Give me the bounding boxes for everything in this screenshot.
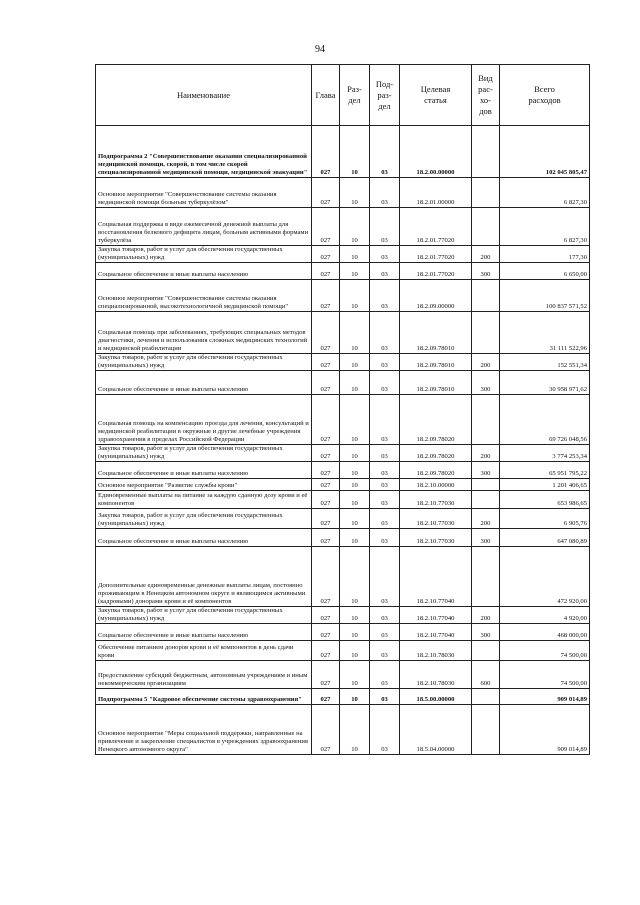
row-glava-cell: 027 <box>312 661 340 689</box>
row-podrazdel-cell: 03 <box>370 509 400 529</box>
row-target-cell: 18.2.09.78010 <box>400 312 472 354</box>
row-kind-cell: 200 <box>472 246 500 263</box>
row-podrazdel-cell: 03 <box>370 354 400 371</box>
table-row <box>96 178 590 208</box>
row-glava-cell: 027 <box>312 641 340 661</box>
row-name-cell: Социальное обеспечение и иные выплаты населению <box>96 371 312 395</box>
row-glava-cell: 027 <box>312 689 340 705</box>
row-glava-cell: 027 <box>312 547 340 607</box>
row-razdel-cell: 10 <box>340 547 370 607</box>
table-row <box>96 547 590 607</box>
row-total-cell: 647 080,89 <box>500 529 590 547</box>
row-glava-cell: 027 <box>312 395 340 445</box>
row-name-cell: Закупка товаров, работ и услуг для обеспечения государственных (муниципальных) нужд <box>96 509 312 529</box>
table-row <box>96 126 590 178</box>
row-name-cell: Обеспечение питанием доноров крови и её компонентов в день сдачи крови <box>96 641 312 661</box>
table-row <box>96 462 590 479</box>
row-name-cell: Основное мероприятие "Совершенствование системы оказания медицинской помощи больным туберкулёзом" <box>96 178 312 208</box>
row-total-cell: 65 951 795,22 <box>500 462 590 479</box>
table-row <box>96 479 590 491</box>
table-row <box>96 607 590 624</box>
header-podrazdel: Под- раз- дел <box>370 65 400 126</box>
row-total-cell: 177,30 <box>500 246 590 263</box>
table-row <box>96 509 590 529</box>
row-target-cell: 18.2.09.78010 <box>400 371 472 395</box>
table-row <box>96 491 590 509</box>
table-row <box>96 312 590 354</box>
budget-table <box>95 64 590 755</box>
row-podrazdel-cell: 03 <box>370 641 400 661</box>
row-kind-cell <box>472 280 500 312</box>
row-glava-cell: 027 <box>312 509 340 529</box>
row-total-cell: 74 500,00 <box>500 641 590 661</box>
header-razdel: Раз- дел <box>340 65 370 126</box>
row-total-cell: 152 551,34 <box>500 354 590 371</box>
row-kind-cell <box>472 547 500 607</box>
row-name-cell: Единовременные выплаты на питание за каждую сданную дозу крови и её компонентов <box>96 491 312 509</box>
table-row <box>96 395 590 445</box>
row-glava-cell: 027 <box>312 445 340 462</box>
row-kind-cell <box>472 208 500 246</box>
row-podrazdel-cell: 03 <box>370 529 400 547</box>
row-glava-cell: 027 <box>312 529 340 547</box>
row-glava-cell: 027 <box>312 371 340 395</box>
row-total-cell: 909 014,89 <box>500 705 590 755</box>
row-kind-cell <box>472 395 500 445</box>
row-target-cell: 18.2.10.77030 <box>400 509 472 529</box>
row-razdel-cell: 10 <box>340 395 370 445</box>
row-kind-cell: 300 <box>472 371 500 395</box>
row-target-cell: 18.2.01.77020 <box>400 208 472 246</box>
row-podrazdel-cell: 03 <box>370 263 400 280</box>
row-total-cell: 6 827,30 <box>500 208 590 246</box>
row-podrazdel-cell: 03 <box>370 280 400 312</box>
row-razdel-cell: 10 <box>340 371 370 395</box>
row-glava-cell: 027 <box>312 312 340 354</box>
row-glava-cell: 027 <box>312 607 340 624</box>
row-razdel-cell: 10 <box>340 445 370 462</box>
row-target-cell: 18.2.10.77040 <box>400 607 472 624</box>
row-total-cell: 653 986,65 <box>500 491 590 509</box>
row-razdel-cell: 10 <box>340 509 370 529</box>
table-header-row <box>96 65 590 126</box>
row-kind-cell <box>472 705 500 755</box>
table-body <box>96 126 590 755</box>
row-podrazdel-cell: 03 <box>370 547 400 607</box>
row-kind-cell: 300 <box>472 529 500 547</box>
row-total-cell: 30 958 971,62 <box>500 371 590 395</box>
row-podrazdel-cell: 03 <box>370 607 400 624</box>
table-row <box>96 705 590 755</box>
row-total-cell: 102 045 805,47 <box>500 126 590 178</box>
row-name-cell: Социальная поддержка в виде ежемесячной денежной выплаты для восстановления белкового дефицита лицам, больным активными формами туберкулёза <box>96 208 312 246</box>
row-podrazdel-cell: 03 <box>370 445 400 462</box>
table-row <box>96 263 590 280</box>
row-name-cell: Закупка товаров, работ и услуг для обеспечения государственных (муниципальных) нужд <box>96 246 312 263</box>
row-target-cell: 18.2.10.77030 <box>400 491 472 509</box>
row-glava-cell: 027 <box>312 491 340 509</box>
row-total-cell: 31 111 522,96 <box>500 312 590 354</box>
row-podrazdel-cell: 03 <box>370 208 400 246</box>
table-row <box>96 689 590 705</box>
row-podrazdel-cell: 03 <box>370 178 400 208</box>
row-total-cell: 74 500,00 <box>500 661 590 689</box>
table-row <box>96 624 590 641</box>
row-podrazdel-cell: 03 <box>370 312 400 354</box>
row-podrazdel-cell: 03 <box>370 661 400 689</box>
row-name-cell: Основное мероприятие "Меры социальной поддержки, направленные на привлечение и закрепление специалистов в учреждениях здравоохранения Ненецкого автономного округа" <box>96 705 312 755</box>
row-name-cell: Социальная помощь на компенсацию проезда для лечения, консультаций и медицинской реабилитации в окружные и другие лечебные учреждения здравоохранения в пределах Российской Федерации <box>96 395 312 445</box>
row-razdel-cell: 10 <box>340 280 370 312</box>
row-name-cell: Основное мероприятие "Развитие службы крови" <box>96 479 312 491</box>
row-name-cell: Закупка товаров, работ и услуг для обеспечения государственных (муниципальных) нужд <box>96 354 312 371</box>
row-name-cell: Дополнительные единовременные денежные выплаты лицам, постоянно проживающим в Ненецком автономном округе и являющимся активными (кадровыми) донорами крови и её компонентов <box>96 547 312 607</box>
row-podrazdel-cell: 03 <box>370 705 400 755</box>
row-target-cell: 18.2.09.78020 <box>400 395 472 445</box>
row-podrazdel-cell: 03 <box>370 462 400 479</box>
row-glava-cell: 027 <box>312 263 340 280</box>
row-kind-cell: 200 <box>472 509 500 529</box>
row-total-cell: 909 014,89 <box>500 689 590 705</box>
row-podrazdel-cell: 03 <box>370 479 400 491</box>
row-razdel-cell: 10 <box>340 462 370 479</box>
header-target: Целевая статья <box>400 65 472 126</box>
row-target-cell: 18.2.09.78010 <box>400 354 472 371</box>
row-kind-cell <box>472 178 500 208</box>
row-target-cell: 18.5.00.00000 <box>400 689 472 705</box>
row-name-cell: Закупка товаров, работ и услуг для обеспечения государственных (муниципальных) нужд <box>96 445 312 462</box>
row-target-cell: 18.2.10.77030 <box>400 529 472 547</box>
row-target-cell: 18.2.09.78020 <box>400 445 472 462</box>
row-total-cell: 472 920,00 <box>500 547 590 607</box>
row-razdel-cell: 10 <box>340 491 370 509</box>
table-row <box>96 445 590 462</box>
row-target-cell: 18.2.01.77020 <box>400 263 472 280</box>
row-target-cell: 18.2.10.78030 <box>400 661 472 689</box>
page-number: 94 <box>315 44 325 55</box>
row-podrazdel-cell: 03 <box>370 491 400 509</box>
row-total-cell: 6 905,76 <box>500 509 590 529</box>
row-razdel-cell: 10 <box>340 354 370 371</box>
table-row <box>96 661 590 689</box>
row-name-cell: Социальное обеспечение и иные выплаты населению <box>96 462 312 479</box>
row-name-cell: Социальное обеспечение и иные выплаты населению <box>96 624 312 641</box>
table-row <box>96 529 590 547</box>
row-glava-cell: 027 <box>312 624 340 641</box>
row-razdel-cell: 10 <box>340 624 370 641</box>
row-kind-cell <box>472 689 500 705</box>
row-kind-cell: 200 <box>472 354 500 371</box>
row-razdel-cell: 10 <box>340 312 370 354</box>
row-name-cell: Закупка товаров, работ и услуг для обеспечения государственных (муниципальных) нужд <box>96 607 312 624</box>
row-target-cell: 18.2.10.78030 <box>400 641 472 661</box>
row-name-cell: Социальное обеспечение и иные выплаты населению <box>96 529 312 547</box>
row-glava-cell: 027 <box>312 246 340 263</box>
row-kind-cell: 300 <box>472 624 500 641</box>
row-razdel-cell: 10 <box>340 208 370 246</box>
row-kind-cell: 300 <box>472 462 500 479</box>
table-row <box>96 280 590 312</box>
row-target-cell: 18.2.09.78020 <box>400 462 472 479</box>
row-razdel-cell: 10 <box>340 661 370 689</box>
row-total-cell: 69 726 048,56 <box>500 395 590 445</box>
row-name-cell: Подпрограмма 2 "Совершенствование оказания специализированной медицинской помощи, скорой, в том числе скорой специализированной медицинской помощи, медицинской эвакуации" <box>96 126 312 178</box>
row-kind-cell <box>472 126 500 178</box>
row-total-cell: 100 837 571,52 <box>500 280 590 312</box>
row-glava-cell: 027 <box>312 178 340 208</box>
row-name-cell: Социальное обеспечение и иные выплаты населению <box>96 263 312 280</box>
row-kind-cell <box>472 491 500 509</box>
row-glava-cell: 027 <box>312 280 340 312</box>
row-name-cell: Предоставление субсидий бюджетным, автономным учреждениям и иным некоммерческим организациям <box>96 661 312 689</box>
row-total-cell: 3 774 253,34 <box>500 445 590 462</box>
row-target-cell: 18.2.09.00000 <box>400 280 472 312</box>
row-razdel-cell: 10 <box>340 607 370 624</box>
row-podrazdel-cell: 03 <box>370 126 400 178</box>
table-row <box>96 246 590 263</box>
row-glava-cell: 027 <box>312 705 340 755</box>
row-kind-cell: 200 <box>472 607 500 624</box>
row-razdel-cell: 10 <box>340 263 370 280</box>
row-podrazdel-cell: 03 <box>370 371 400 395</box>
row-name-cell: Подпрограмма 5 "Кадровое обеспечение системы здравоохранения" <box>96 689 312 705</box>
row-podrazdel-cell: 03 <box>370 624 400 641</box>
row-total-cell: 1 201 406,65 <box>500 479 590 491</box>
row-glava-cell: 027 <box>312 208 340 246</box>
row-razdel-cell: 10 <box>340 246 370 263</box>
row-target-cell: 18.2.01.77020 <box>400 246 472 263</box>
row-kind-cell <box>472 641 500 661</box>
row-total-cell: 468 000,00 <box>500 624 590 641</box>
row-razdel-cell: 10 <box>340 705 370 755</box>
row-total-cell: 6 827,30 <box>500 178 590 208</box>
row-podrazdel-cell: 03 <box>370 395 400 445</box>
table-row <box>96 354 590 371</box>
row-glava-cell: 027 <box>312 462 340 479</box>
row-name-cell: Социальная помощь при заболеваниях, требующих специальных методов диагностики, лечения и использования сложных медицинских технологий и медицинской реабилитации <box>96 312 312 354</box>
row-glava-cell: 027 <box>312 479 340 491</box>
table-row <box>96 641 590 661</box>
table-row <box>96 371 590 395</box>
row-glava-cell: 027 <box>312 354 340 371</box>
row-target-cell: 18.2.10.00000 <box>400 479 472 491</box>
row-target-cell: 18.2.00.00000 <box>400 126 472 178</box>
table-row <box>96 208 590 246</box>
row-kind-cell: 200 <box>472 445 500 462</box>
row-name-cell: Основное мероприятие "Совершенствование системы оказания специализированной, высокотехнологичной медицинской помощи" <box>96 280 312 312</box>
row-razdel-cell: 10 <box>340 178 370 208</box>
header-glava: Глава <box>312 65 340 126</box>
row-total-cell: 4 920,00 <box>500 607 590 624</box>
row-podrazdel-cell: 03 <box>370 689 400 705</box>
row-razdel-cell: 10 <box>340 641 370 661</box>
row-kind-cell: 300 <box>472 263 500 280</box>
row-target-cell: 18.2.10.77040 <box>400 547 472 607</box>
row-target-cell: 18.2.10.77040 <box>400 624 472 641</box>
row-total-cell: 6 650,00 <box>500 263 590 280</box>
header-name: Наименование <box>96 65 312 126</box>
row-razdel-cell: 10 <box>340 126 370 178</box>
row-kind-cell <box>472 479 500 491</box>
header-kind: Вид рас- хо- дов <box>472 65 500 126</box>
row-razdel-cell: 10 <box>340 689 370 705</box>
row-razdel-cell: 10 <box>340 479 370 491</box>
row-podrazdel-cell: 03 <box>370 246 400 263</box>
row-target-cell: 18.5.04.00000 <box>400 705 472 755</box>
header-total: Всего расходов <box>500 65 590 126</box>
row-razdel-cell: 10 <box>340 529 370 547</box>
row-target-cell: 18.2.01.00000 <box>400 178 472 208</box>
row-kind-cell <box>472 312 500 354</box>
row-glava-cell: 027 <box>312 126 340 178</box>
row-kind-cell: 600 <box>472 661 500 689</box>
